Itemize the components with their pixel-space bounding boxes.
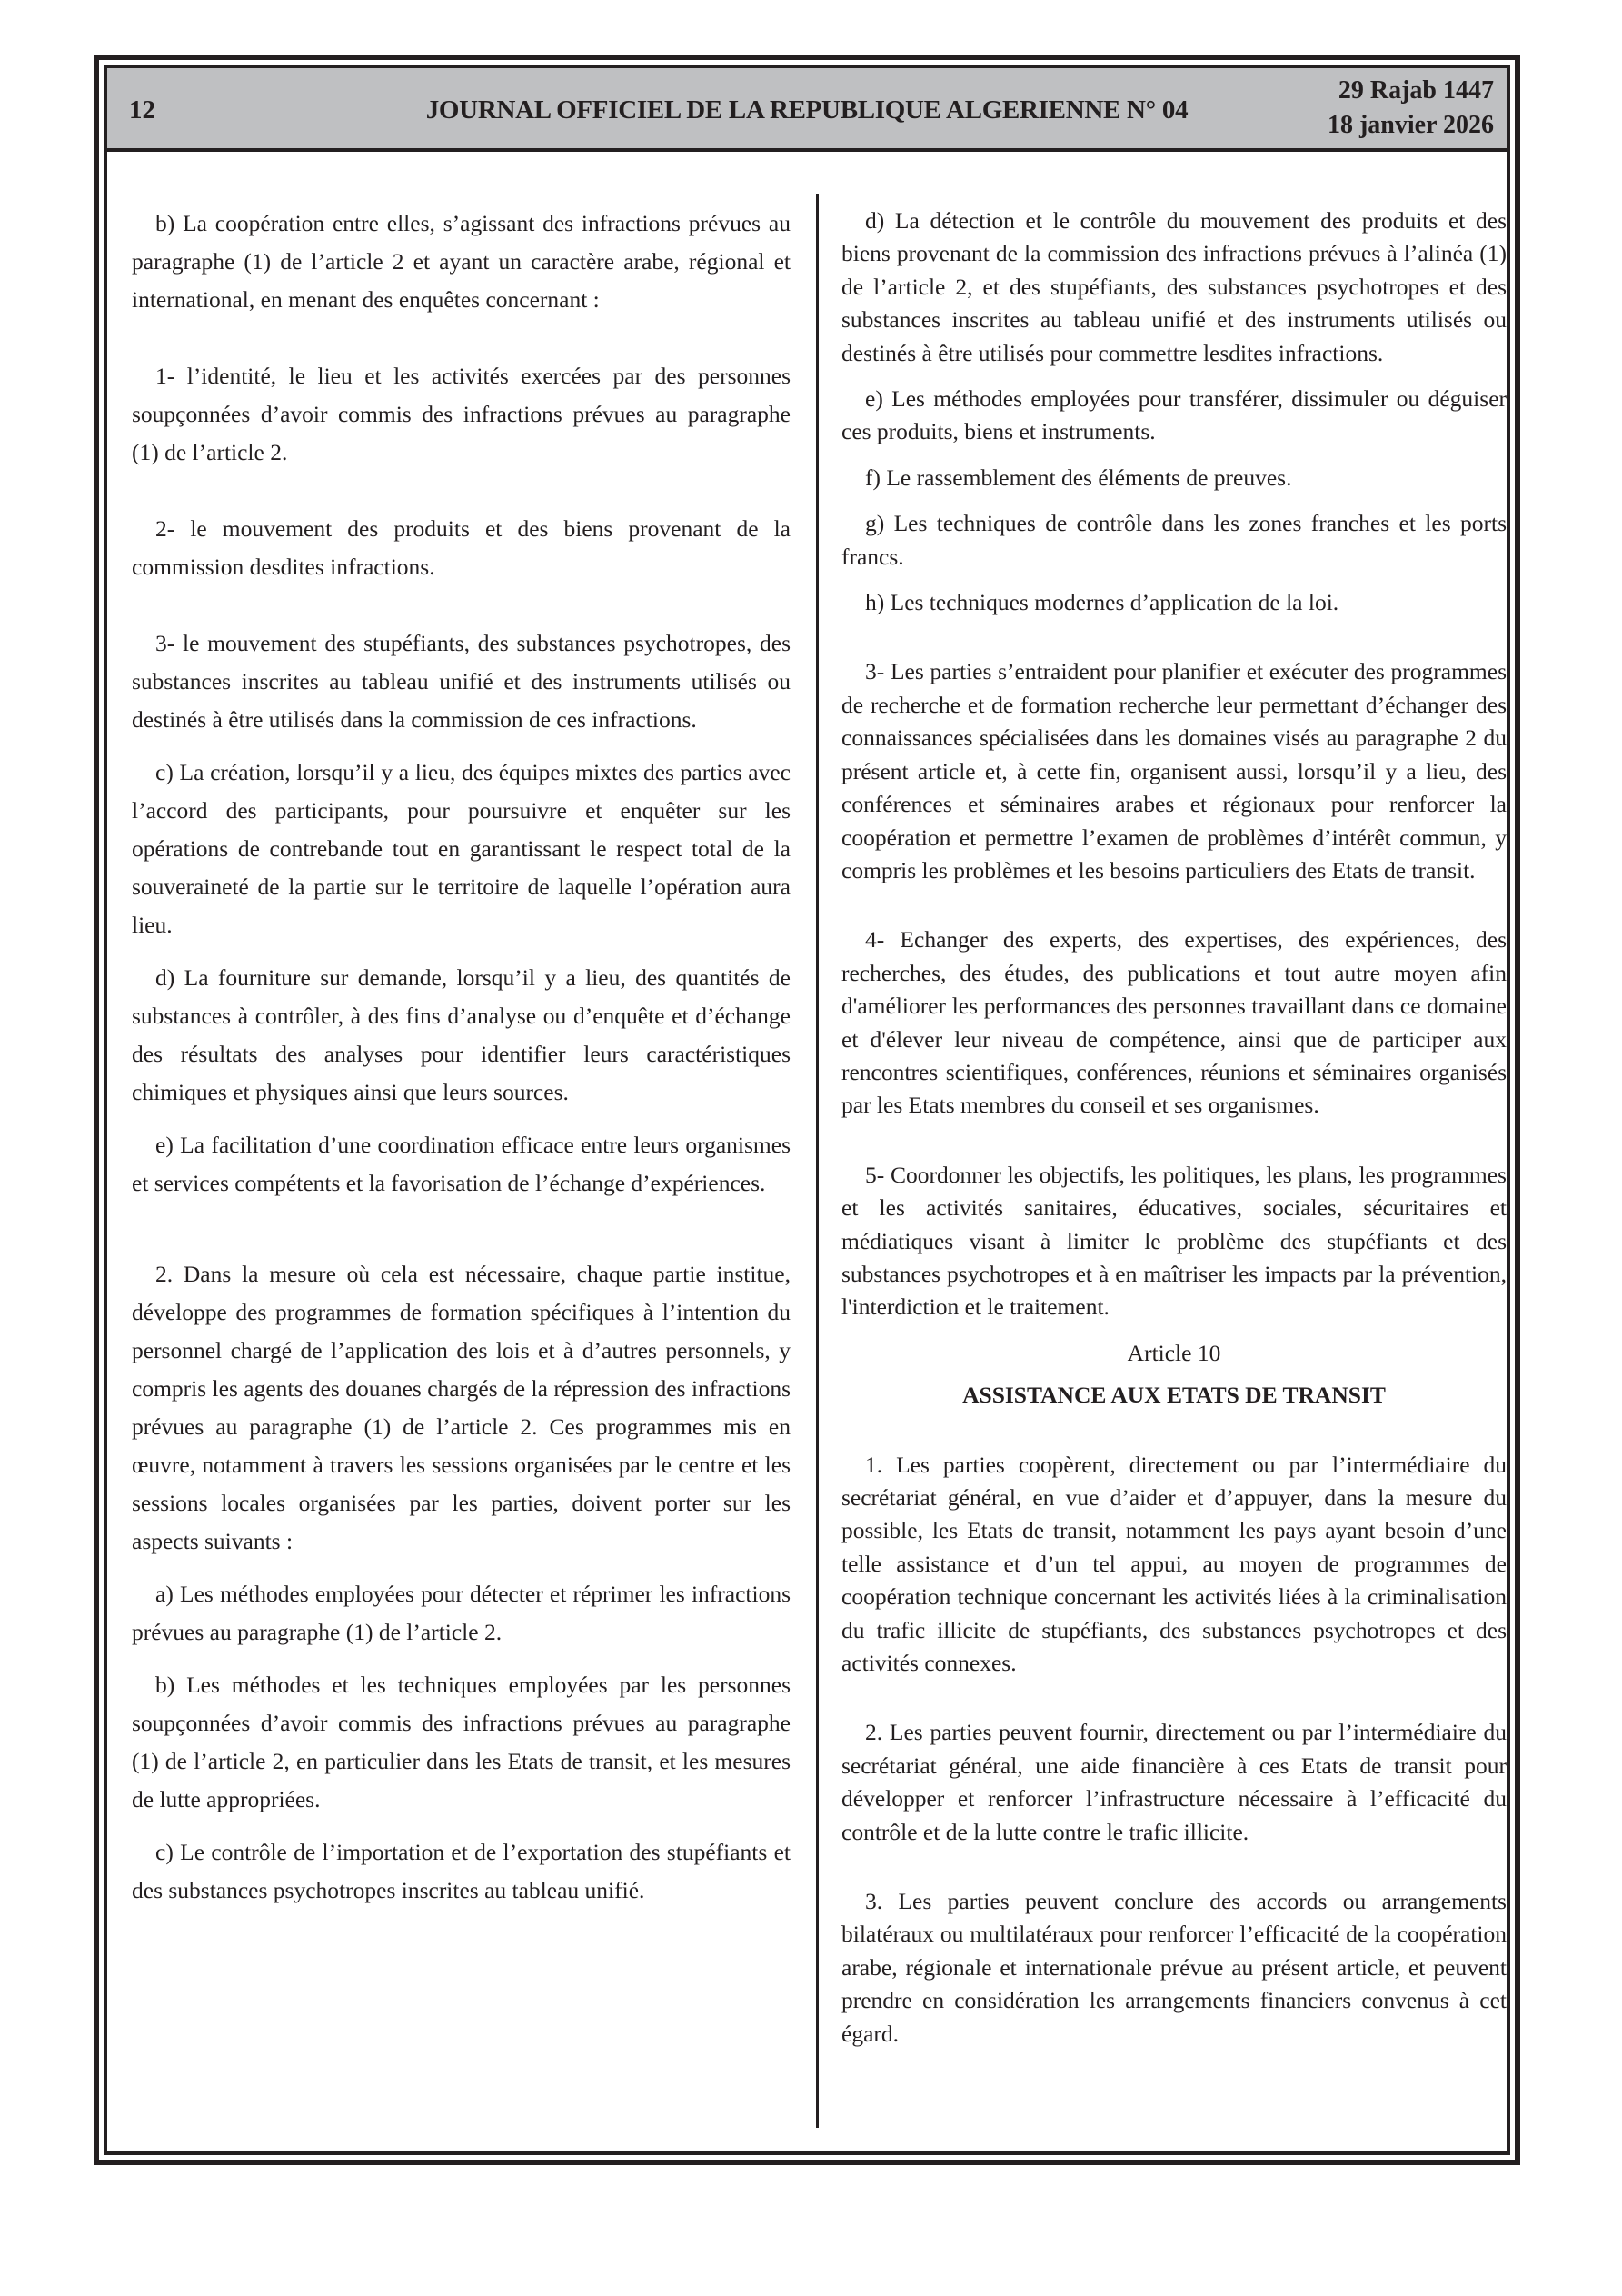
paragraph-1-identite: 1- l’identité, le lieu et les activités exercées par des personnes soupçonnées d’avoir commis des infractions prévues au paragraphe (1) de l’article 2. xyxy=(132,363,791,465)
page-outer-border xyxy=(94,55,1520,2165)
date-hijri: 29 Rajab 1447 xyxy=(1338,76,1494,105)
paragraph-e-transferer: e) Les méthodes employées pour transférer, dissimuler ou déguiser ces produits, biens et instruments. xyxy=(841,385,1507,445)
page-number: 12 xyxy=(129,95,155,125)
paragraph-c-equipes-mixtes: c) La création, lorsqu’il y a lieu, des équipes mixtes des parties avec l’accord des participants, pour poursuivre et enquêter sur les opérations de contrebande tout en garantissant le respect total de la souveraineté de la partie sur le territoire de laquelle l’opération aura lieu. xyxy=(132,759,791,938)
article-paragraph-1: 1. Les parties coopèrent, directement ou par l’intermédiaire du secrétariat général, en vue d’aider et d’appuyer, dans la mesure du possible, les Etats de transit, notamment les pays ayant besoin d’une telle assistance et d’un tel appui, au moyen de programmes de coopération technique concernant les activités liées à la criminalisation du trafic illicite de stupéfiants, des substances psychotropes et des activités connexes. xyxy=(841,1451,1507,1677)
journal-header xyxy=(107,68,1507,152)
column-divider xyxy=(816,194,819,2128)
date-gregorian: 18 janvier 2026 xyxy=(1327,111,1494,139)
article-title: ASSISTANCE AUX ETATS DE TRANSIT xyxy=(962,1382,1386,1409)
article-paragraph-2: 2. Les parties peuvent fournir, directement ou par l’intermédiaire du secrétariat général, une aide financière à ces Etats de transit pour développer et renforcer l’infrastructure nécessaire à l’efficacité du contrôle et de la lutte contre le trafic illicite. xyxy=(841,1719,1507,1845)
paragraph-d-detection: d) La détection et le contrôle du mouvement des produits et des biens provenant de la commission des infractions prévues à l’alinéa (1) de l’article 2, et des stupéfiants, des substances psychotropes et des substances inscrites au tableau unifié et des instruments utilisés ou destinés à être utilisés pour commettre lesdites infractions. xyxy=(841,207,1507,366)
paragraph-f-preuves: f) Le rassemblement des éléments de preuves. xyxy=(865,464,1292,491)
paragraph-4-echanger: 4- Echanger des experts, des expertises, des expériences, des recherches, des études, des publications et tout autre moyen afin d'améliorer les performances des personnes travaillant dans ce domaine et d'élever leur niveau de compétence, ainsi que de participer aux rencontres scientifiques, conférences, réunions et séminaires organisés par les Etats membres du conseil et ses organismes. xyxy=(841,926,1507,1119)
issue-dates xyxy=(1328,74,1494,143)
paragraph-a-methodes: a) Les méthodes employées pour détecter et réprimer les infractions prévues au paragraphe (1) de l’article 2. xyxy=(132,1581,791,1645)
paragraph-3-mouvement-stupefiants: 3- le mouvement des stupéfiants, des substances psychotropes, des substances inscrites au tableau unifié et des instruments utilisés ou destinés à être utilisés dans la commission de ces infractions. xyxy=(132,630,791,733)
article-paragraph-3: 3. Les parties peuvent conclure des accords ou arrangements bilatéraux ou multilatéraux pour renforcer l’efficacité de la coopération arabe, régionale et internationale prévue au présent article, et peuvent prendre en considération les arrangements financiers convenus à cet égard. xyxy=(841,1888,1507,2047)
paragraph-c-controle: c) Le contrôle de l’importation et de l’exportation des stupéfiants et des substances psychotropes inscrites au tableau unifié. xyxy=(132,1839,791,1903)
paragraph-2-formation: 2. Dans la mesure où cela est nécessaire, chaque partie institue, développe des programmes de formation spécifiques à l’intention du personnel chargé de l’application des lois et à d’autres personnels, y compris les agents des douanes chargés de la répression des infractions prévues au paragraphe (1) de l’article 2. Ces programmes mis en œuvre, notamment à travers les sessions organisées par le centre et les sessions locales organisées par les parties, doivent porter sur les aspects suivants : xyxy=(132,1261,791,1554)
article-number: Article 10 xyxy=(1127,1339,1221,1366)
paragraph-2-mouvement-produits: 2- le mouvement des produits et des biens provenant de la commission desdites infractions. xyxy=(132,515,791,580)
right-column xyxy=(841,205,1507,2051)
left-column xyxy=(132,205,791,1910)
paragraph-e-facilitation: e) La facilitation d’une coordination efficace entre leurs organismes et services compétents et la favorisation de l’échange d’expériences. xyxy=(132,1132,791,1196)
paragraph-3-entraide: 3- Les parties s’entraident pour planifier et exécuter des programmes de recherche et de formation recherche leur permettant d’échanger des connaissances spécialisées dans les domaines visés au paragraphe 2 du présent article et, à cette fin, organisent aussi, lorsqu’il y a lieu, des conférences et séminaires arabes et régionaux pour renforcer la coopération et permettre l’examen de problèmes d’intérêt commun, y compris les problèmes et les besoins particuliers des Etats de transit. xyxy=(841,658,1507,883)
page-frame xyxy=(104,65,1510,2155)
journal-title: JOURNAL OFFICIEL DE LA REPUBLIQUE ALGERIENNE N° 04 xyxy=(425,95,1189,125)
paragraph-b-techniques: b) Les méthodes et les techniques employées par les personnes soupçonnées d’avoir commis des infractions prévues au paragraphe (1) de l’article 2, en particulier dans les Etats de transit, et les mesures de lutte appropriées. xyxy=(132,1672,791,1812)
paragraph-h-techniques-modernes: h) Les techniques modernes d’application de la loi. xyxy=(865,589,1339,616)
paragraph-d-fourniture: d) La fourniture sur demande, lorsqu’il y a lieu, des quantités de substances à contrôler, à des fins d’analyse ou d’enquête et d’échange des résultats des analyses pour identifier leurs caractéristiques chimiques et physiques ainsi que leurs sources. xyxy=(132,964,791,1105)
paragraph-g-zones-franches: g) Les techniques de contrôle dans les zones franches et les ports francs. xyxy=(841,510,1507,570)
paragraph-b-cooperation: b) La coopération entre elles, s’agissant des infractions prévues au paragraphe (1) de l’article 2 et ayant un caractère arabe, régional et international, en menant des enquêtes concernant : xyxy=(132,210,791,313)
paragraph-5-coordonner: 5- Coordonner les objectifs, les politiques, les plans, les programmes et les activités sanitaires, éducatives, sociales, sécuritaires et médiatiques visant à limiter le problème des stupéfiants et des substances psychotropes et à en maîtriser les impacts par la prévention, l'interdiction et le traitement. xyxy=(841,1161,1507,1321)
